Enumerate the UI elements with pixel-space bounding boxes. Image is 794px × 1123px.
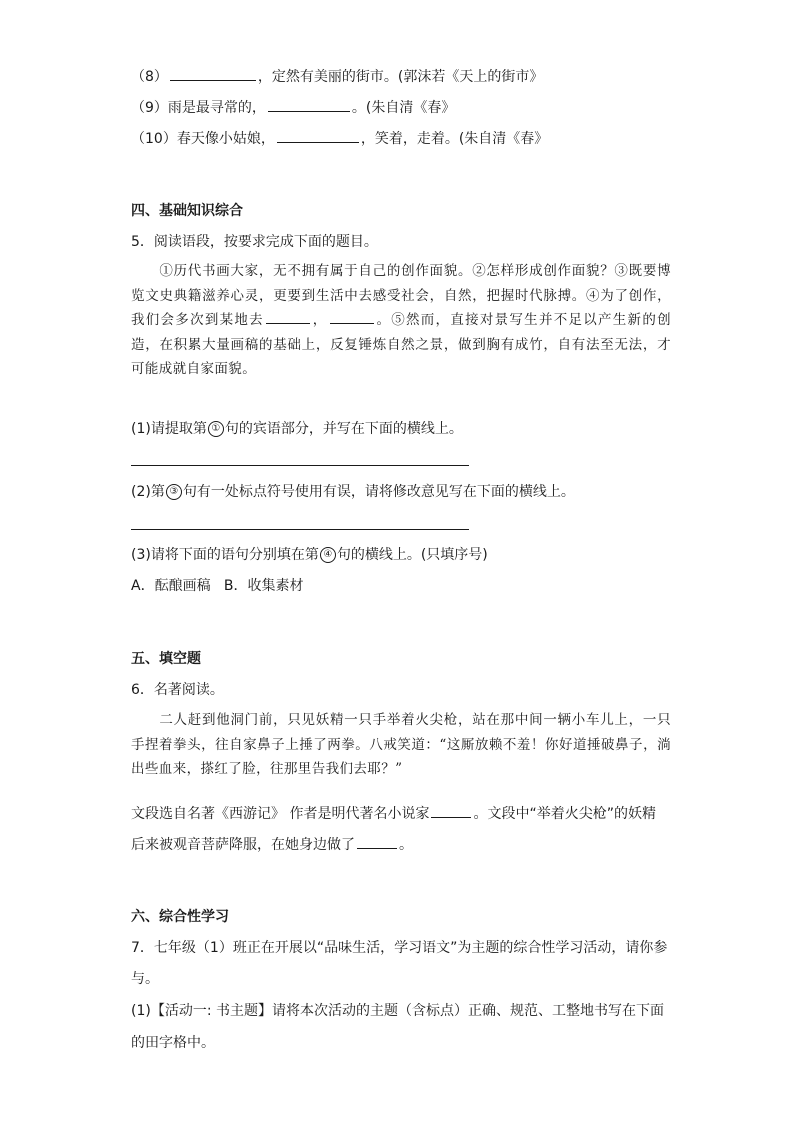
answer-blank bbox=[330, 309, 374, 324]
passage-art bbox=[131, 259, 671, 382]
answer-blank bbox=[266, 309, 310, 324]
fill-line-2 bbox=[131, 834, 413, 855]
circled-number: ① bbox=[208, 421, 224, 437]
item-text-after: 。(朱自清《春》 bbox=[351, 100, 456, 116]
answer-line bbox=[131, 465, 469, 466]
answer-blank bbox=[357, 834, 397, 849]
question-6: 6．名著阅读。 bbox=[131, 682, 224, 698]
passage-journey-west bbox=[131, 708, 671, 782]
passage-part-1: ①历代书画大家，无不拥有属于自己的创作面貌。②怎样形成创作面貌？③既要博览文史典籍滋养心灵，更要到生活中去感受社会，自然，把握时代脉搏。④为了创作，我们会多次到某地去 bbox=[131, 263, 671, 329]
passage-part-3: 。⑤然而，直接对景写生并不足以产生新的创造，在积累大量画稿的基础上，反复锤炼自然之景，做到胸有成竹，自有法至无法，才可能成就自家面貌。 bbox=[131, 312, 672, 378]
answer-options: A．酝酿画稿 B．收集素材 bbox=[131, 578, 304, 594]
activity-1-line-1: (1)【活动一: 书主题】请将本次活动的主题（含标点）正确、规范、工整地书写在下面 bbox=[131, 1003, 664, 1019]
sub-question-text: (2)第 bbox=[131, 484, 165, 500]
item-text-before: 雨是最寻常的， bbox=[167, 100, 266, 116]
question-5: 5．阅读语段，按要求完成下面的题目。 bbox=[131, 234, 378, 250]
answer-blank bbox=[431, 803, 471, 818]
section-6-heading: 六、综合性学习 bbox=[131, 909, 229, 925]
fill-text: 后来被观音菩萨降服，在她身边做了 bbox=[131, 837, 355, 853]
item-8 bbox=[131, 66, 543, 87]
circled-number: ④ bbox=[320, 547, 336, 563]
sub-question-text: 句的横线上。(只填序号) bbox=[336, 547, 488, 563]
item-9 bbox=[131, 97, 455, 118]
passage-part-2: ， bbox=[311, 312, 328, 329]
item-text-before: 春天像小姑娘， bbox=[176, 131, 275, 147]
activity-1-line-2: 的田字格中。 bbox=[131, 1035, 215, 1051]
sub-question-text: 句的宾语部分，并写在下面的横线上。 bbox=[224, 421, 463, 437]
question-7-line-1: 7．七年级（1）班正在开展以“品味生活，学习语文”为主题的综合性学习活动，请你参 bbox=[131, 940, 668, 956]
fill-text: 。 bbox=[399, 837, 413, 853]
sub-question-1 bbox=[131, 419, 463, 439]
passage-text: 二人赶到他洞门前，只见妖精一只手举着火尖枪，站在那中间一辆小车儿上，一只手捏着拳头，往自家鼻子上捶了两拳。八戒笑道：“这厮放赖不羞！你好道捶破鼻子，淌出些血来，搽红了脸，往那里告我们去耶？” bbox=[131, 712, 671, 778]
sub-question-2 bbox=[131, 482, 575, 502]
answer-blank bbox=[268, 97, 350, 112]
answer-blank bbox=[277, 128, 359, 143]
section-5-heading: 五、填空题 bbox=[131, 651, 201, 667]
item-text-after: ，定然有美丽的街市。(郭沫若《天上的街市》 bbox=[257, 69, 544, 85]
sub-question-3 bbox=[131, 545, 488, 565]
answer-line bbox=[131, 529, 469, 530]
item-number: （10） bbox=[131, 131, 177, 147]
item-number: （8） bbox=[131, 69, 168, 85]
question-7-line-2: 与。 bbox=[131, 971, 159, 987]
answer-blank bbox=[170, 66, 256, 81]
sub-question-text: 句有一处标点符号使用有误，请将修改意见写在下面的横线上。 bbox=[182, 484, 575, 500]
fill-line-1 bbox=[131, 803, 656, 824]
item-text-after: ，笑着，走着。(朱自清《春》 bbox=[360, 131, 549, 147]
item-10 bbox=[131, 128, 548, 149]
fill-text: 。文段中“举着火尖枪”的妖精 bbox=[473, 806, 656, 822]
item-number: （9） bbox=[131, 100, 168, 116]
circled-number: ③ bbox=[166, 484, 182, 500]
sub-question-text: (3)请将下面的语句分别填在第 bbox=[131, 547, 319, 563]
sub-question-text: (1)请提取第 bbox=[131, 421, 207, 437]
fill-text: 文段选自名著《西游记》 作者是明代著名小说家 bbox=[131, 806, 430, 822]
section-4-heading: 四、基础知识综合 bbox=[131, 203, 243, 219]
